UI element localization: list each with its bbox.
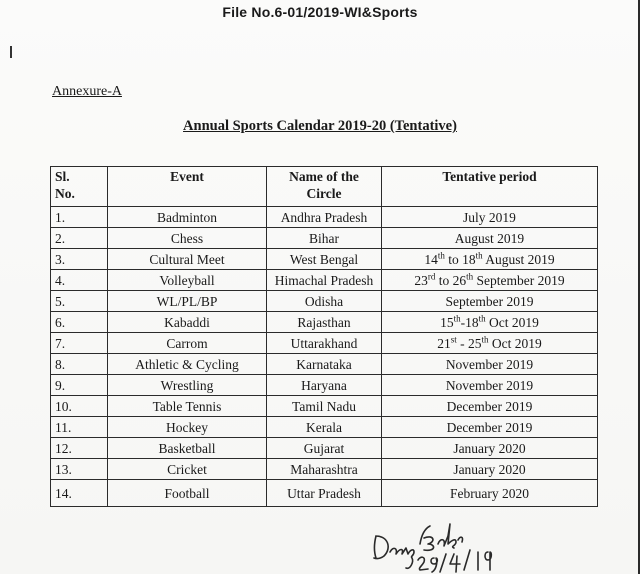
cell-event: Volleyball [108,270,267,291]
cell-circle: Rajasthan [267,312,382,333]
cell-circle: Uttarakhand [267,333,382,354]
cell-event: Basketball [108,438,267,459]
cell-period: January 2020 [382,459,598,480]
header-period: Tentative period [382,167,598,207]
cell-period: August 2019 [382,228,598,249]
cell-period: December 2019 [382,396,598,417]
cell-event: Chess [108,228,267,249]
table-row [51,417,598,438]
period-end-day: - 25 [456,335,482,351]
header-sl-no [51,167,108,207]
period-end-day: -18 [460,314,479,330]
margin-mark [10,46,12,58]
period-end-day: to 26 [435,272,467,288]
cell-event: Kabaddi [108,312,267,333]
cell-event: Football [108,480,267,507]
cell-event: Carrom [108,333,267,354]
period-start-suffix: th [437,250,445,260]
cell-event: Cultural Meet [108,249,267,270]
table-row [51,333,598,354]
cell-circle: Tamil Nadu [267,396,382,417]
period-start-suffix: rd [427,271,436,281]
cell-circle: West Bengal [267,249,382,270]
cell-circle: Odisha [267,291,382,312]
cell-circle: Karnataka [267,354,382,375]
cell-circle: Haryana [267,375,382,396]
period-end-day: to 18 [444,251,476,267]
period-start-suffix: th [453,313,461,323]
cell-period: July 2019 [382,207,598,228]
handwritten-signature [360,514,530,574]
cell-period: February 2020 [382,480,598,507]
sports-calendar-table [50,166,598,507]
table-row [51,459,598,480]
cell-sl: 11. [51,417,108,438]
table-row [51,438,598,459]
period-start-day: 15 [440,314,454,330]
period-start-day: 21 [437,335,451,351]
period-month: August 2019 [482,251,555,267]
cell-circle: Bihar [267,228,382,249]
cell-sl: 3. [51,249,108,270]
cell-circle: Andhra Pradesh [267,207,382,228]
cell-period: November 2019 [382,375,598,396]
cell-sl: 9. [51,375,108,396]
header-event: Event [108,167,267,207]
cell-event: Wrestling [108,375,267,396]
table-row [51,291,598,312]
cell-period [382,270,598,291]
table-row [51,396,598,417]
cell-circle: Gujarat [267,438,382,459]
cell-circle: Uttar Pradesh [267,480,382,507]
header-sl-line1: Sl. [55,169,70,184]
cell-period: September 2019 [382,291,598,312]
cell-sl: 4. [51,270,108,291]
cell-event: Athletic & Cycling [108,354,267,375]
cell-event: WL/PL/BP [108,291,267,312]
cell-period: January 2020 [382,438,598,459]
header-circle [267,167,382,207]
cell-sl: 2. [51,228,108,249]
cell-event: Table Tennis [108,396,267,417]
period-month: Oct 2019 [485,314,539,330]
cell-sl: 13. [51,459,108,480]
cell-circle: Maharashtra [267,459,382,480]
header-sl-line2: No. [55,186,75,201]
cell-circle: Kerala [267,417,382,438]
table-row [51,480,598,507]
table-header-row [51,167,598,207]
period-end-suffix: th [466,271,474,281]
document-title: Annual Sports Calendar 2019-20 (Tentative) [183,118,457,134]
cell-sl: 12. [51,438,108,459]
period-end-suffix: th [478,313,486,323]
period-end-suffix: th [481,334,489,344]
table-row [51,207,598,228]
annexure-label: Annexure-A [52,84,122,99]
table-row [51,228,598,249]
cell-sl: 7. [51,333,108,354]
cell-event: Cricket [108,459,267,480]
cell-period: November 2019 [382,354,598,375]
cell-circle: Himachal Pradesh [267,270,382,291]
cell-sl: 6. [51,312,108,333]
period-end-suffix: th [475,250,483,260]
period-start-suffix: st [450,334,457,344]
cell-sl: 1. [51,207,108,228]
header-circle-line2: Circle [306,186,342,201]
cell-event: Badminton [108,207,267,228]
table-row [51,375,598,396]
table-row [51,270,598,291]
cell-period [382,249,598,270]
period-month: Oct 2019 [488,335,542,351]
period-month: September 2019 [473,272,565,288]
cell-sl: 5. [51,291,108,312]
cell-sl: 8. [51,354,108,375]
period-start-day: 14 [424,251,438,267]
cell-period [382,312,598,333]
table-row [51,354,598,375]
cell-period: December 2019 [382,417,598,438]
table-row [51,312,598,333]
cell-event: Hockey [108,417,267,438]
cell-sl: 10. [51,396,108,417]
period-start-day: 23 [414,272,428,288]
table-row [51,249,598,270]
file-number: File No.6-01/2019-WI&Sports [222,4,418,20]
cell-period [382,333,598,354]
cell-sl: 14. [51,480,108,507]
header-circle-line1: Name of the [289,169,359,184]
